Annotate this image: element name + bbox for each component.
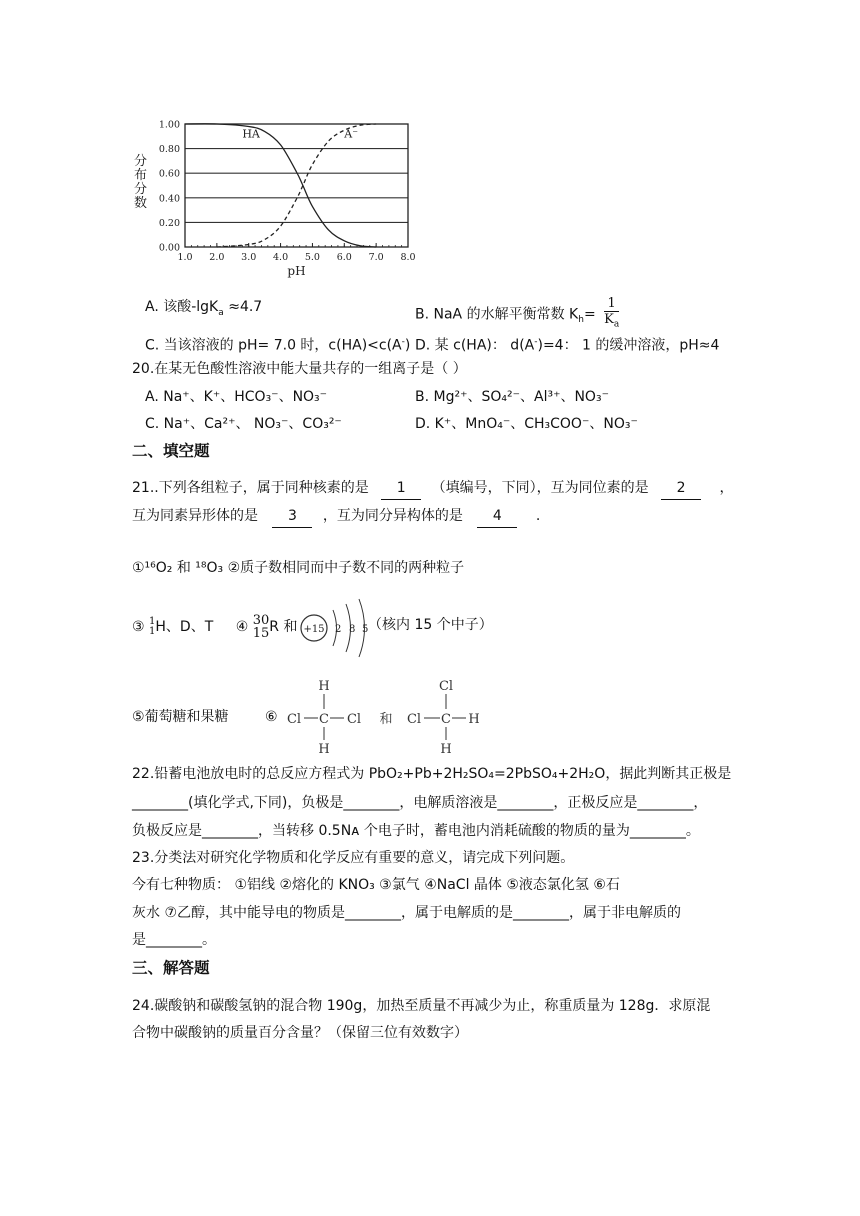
x-tick-label-2: 3.0 xyxy=(241,252,257,263)
q19-option-c: C. 当该溶液的 pH= 7.0 时，c(HA)<c(A-) xyxy=(145,337,411,354)
and-label: 和 xyxy=(379,712,393,727)
q21-items-3-4: ③ 1 1 H、D、T ④ 30 15 R 和 xyxy=(132,613,298,641)
q20-option-a: A. Na⁺、K⁺、HCO₃⁻、NO₃⁻ xyxy=(145,389,328,405)
mol2-bottom-H: H xyxy=(440,742,452,757)
x-tick-label-7: 8.0 xyxy=(400,252,416,263)
y-tick-label-1: 0.80 xyxy=(158,144,180,156)
x-tick-label-6: 7.0 xyxy=(368,252,384,263)
q21-item5: ⑤葡萄糖和果糖 xyxy=(132,709,229,725)
series-HA-label: HA xyxy=(242,127,260,141)
series-A-line xyxy=(217,124,376,247)
x-tick-label-3: 4.0 xyxy=(273,252,289,263)
q20-option-b: B. Mg²⁺、SO₄²⁻、Al³⁺、NO₃⁻ xyxy=(415,389,609,405)
q23-line3: 灰水 ⑦乙醇，其中能导电的物质是________，属于电解质的是________，属于非电解质的 xyxy=(132,905,681,921)
y-tick-label-5: 0.00 xyxy=(158,242,180,254)
q21-line2: 互为同素异形体的是 3 ，互为同分异构体的是 4 . xyxy=(132,505,540,528)
mol1-bottom-H: H xyxy=(318,742,330,757)
distribution-chart xyxy=(150,110,420,280)
section-heading-answer: 三、解答题 xyxy=(132,959,210,977)
q20-option-c: C. Na⁺、Ca²⁺、 NO₃⁻、CO₃²⁻ xyxy=(145,416,342,432)
q20-stem: 20.在某无色酸性溶液中能大量共存的一组离子是（ ） xyxy=(132,361,467,377)
q21-blank-1: 1 xyxy=(381,477,421,500)
q22-line1: 22.铅蓄电池放电时的总反应方程式为 PbO₂+Pb+2H₂SO₄=2PbSO₄+2H₂O，据此判断其正极是 xyxy=(132,766,732,782)
mol1-right-Cl: Cl xyxy=(346,712,362,727)
q21-blank-2: 2 xyxy=(661,477,701,500)
x-axis-label: pH xyxy=(287,264,306,278)
mol1-top-H: H xyxy=(318,679,330,694)
q21-blank-4: 4 xyxy=(477,505,517,528)
q19-option-b: B. NaA 的水解平衡常数 $K_h=$ $\frac{1}{K_a}$ xyxy=(415,296,619,333)
mol2-top-Cl: Cl xyxy=(438,679,454,694)
shell-electrons-3: 5 xyxy=(362,624,369,635)
fraction: $\frac{1}{K_a}$ xyxy=(604,296,620,330)
series-HA-line xyxy=(185,124,376,247)
q19-option-a: A. 该酸-lgK$_a$ ≈4.7 xyxy=(145,299,263,318)
atom-structure-diagram xyxy=(298,596,378,660)
x-tick-label-1: 2.0 xyxy=(209,252,225,263)
q22-line2: ________(填化学式,下同)，负极是________，电解质溶液是________，正极反应是________， xyxy=(132,795,708,811)
y-tick-label-4: 0.20 xyxy=(158,217,180,229)
shell-electrons-2: 8 xyxy=(349,624,356,635)
atom-nucleus-label: +15 xyxy=(303,624,325,635)
series-A-label: A⁻ xyxy=(344,127,359,141)
q21-item6-label: ⑥ xyxy=(265,709,278,725)
mol1-center-C: C xyxy=(319,712,329,727)
ylabel-vertical: 分布分数 xyxy=(134,154,148,211)
shell-electrons-1: 2 xyxy=(335,624,342,635)
q22-line3: 负极反应是________，当转移 0.5Nᴀ 个电子时，蓄电池内消耗硫酸的物质的量为________。 xyxy=(132,823,700,839)
q21-item4-note: （核内 15 个中子） xyxy=(368,617,493,633)
q21-items-1-2: ①¹⁶O₂ 和 ¹⁸O₃ ②质子数相同而中子数不同的两种粒子 xyxy=(132,560,465,576)
q23-line2: 今有七种物质： ①铝线 ②熔化的 KNO₃ ③氯气 ④NaCl 晶体 ⑤液态氯化氢 ⑥石 xyxy=(132,877,620,893)
y-tick-label-3: 0.40 xyxy=(158,193,180,205)
mol2-center-C: C xyxy=(441,712,451,727)
q24-line1: 24.碳酸钠和碳酸氢钠的混合物 190g，加热至质量不再减少为止，称重质量为 128g．求原混 xyxy=(132,998,711,1014)
q23-line1: 23.分类法对研究化学物质和化学反应有重要的意义，请完成下列问题。 xyxy=(132,850,575,866)
x-tick-label-0: 1.0 xyxy=(177,252,193,263)
q19-option-d: D. 某 c(HA)： d(A-)=4： 1 的缓冲溶液，pH≈4 xyxy=(415,337,720,354)
x-tick-label-5: 6.0 xyxy=(336,252,352,263)
q24-line2: 合物中碳酸钠的质量百分含量？（保留三位有效数字） xyxy=(132,1025,468,1041)
y-tick-label-2: 0.60 xyxy=(158,168,180,180)
section-heading-fill-in: 二、填空题 xyxy=(132,442,210,460)
x-tick-label-4: 5.0 xyxy=(304,252,320,263)
q21-blank-3: 3 xyxy=(272,505,312,528)
mol1-left-Cl: Cl xyxy=(286,712,302,727)
q20-option-d: D. K⁺、MnO₄⁻、CH₃COO⁻、NO₃⁻ xyxy=(415,416,638,432)
structural-formulas xyxy=(282,676,492,760)
mol2-left-Cl: Cl xyxy=(406,712,422,727)
q23-line4: 是________。 xyxy=(132,932,216,948)
q21-line1: 21..下列各组粒子，属于同种核素的是 1 （填编号，下同），互为同位素的是 2 ， xyxy=(132,477,734,500)
y-tick-label-0: 1.00 xyxy=(158,119,180,131)
mol2-right-H: H xyxy=(468,712,480,727)
